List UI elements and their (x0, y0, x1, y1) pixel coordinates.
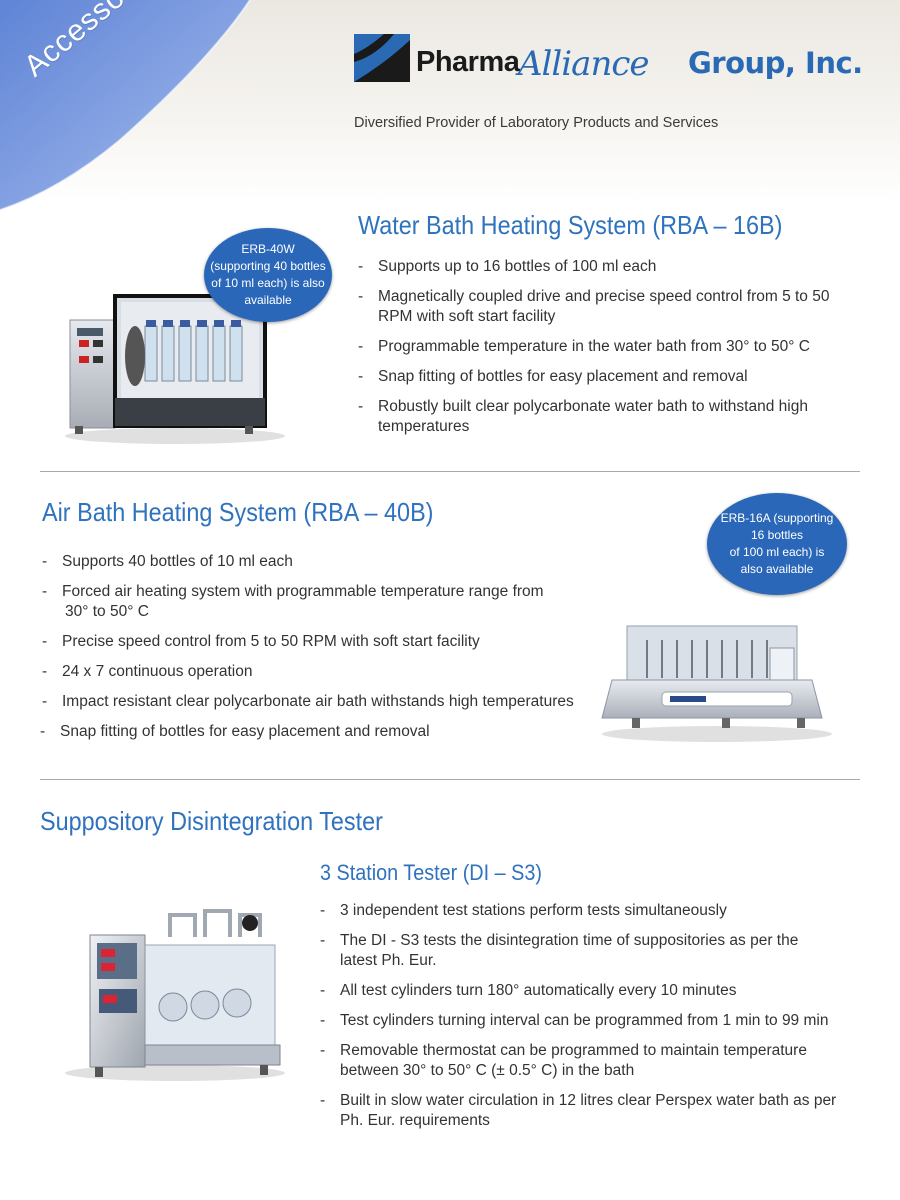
feature-text: Magnetically coupled drive and precise speed control from 5 to 50 (378, 288, 830, 305)
list-item: - 24 x 7 continuous operation (42, 663, 253, 680)
feature-text: Robustly built clear polycarbonate water bath to withstand high (378, 398, 808, 415)
list-item: - Built in slow water circulation in 12 litres clear Perspex water bath as per Ph. Eur. requirements (320, 1092, 837, 1129)
list-item: - The DI - S3 tests the disintegration time of suppositories as per the latest Ph. Eur. (320, 932, 799, 969)
feature-text: Snap fitting of bottles for easy placement and removal (378, 368, 748, 385)
list-item: - Removable thermostat can be programmed to maintain temperature between 30° to 50° C (± 0.5° C) in the bath (320, 1042, 807, 1079)
badge-line: 16 bottles (750, 528, 804, 542)
suppository-features (320, 901, 880, 1141)
erb-16a-badge (707, 493, 847, 595)
section-divider (40, 779, 860, 780)
feature-text: Ph. Eur. requirements (340, 1112, 490, 1129)
list-item: - Test cylinders turning interval can be programmed from 1 min to 99 min (320, 1012, 829, 1029)
list-item: - Snap fitting of bottles for easy placement and removal (40, 723, 430, 740)
water-bath-features (358, 257, 858, 447)
feature-text: 24 x 7 continuous operation (62, 663, 253, 680)
list-item: - All test cylinders turn 180° automatically every 10 minutes (320, 982, 737, 999)
feature-text: temperatures (378, 418, 470, 435)
badge-line: ERB-40W (241, 242, 295, 256)
feature-text: Removable thermostat can be programmed to maintain temperature (340, 1042, 807, 1059)
badge-line: ERB-16A (supporting (720, 511, 834, 525)
feature-text: between 30° to 50° C (± 0.5° C) in the bath (340, 1062, 635, 1079)
list-item: - Robustly built clear polycarbonate water bath to withstand high temperatures (358, 398, 808, 435)
badge-line: available (244, 293, 292, 307)
erb-40w-badge (204, 228, 332, 322)
section-divider (40, 471, 860, 472)
list-item: - Impact resistant clear polycarbonate air bath withstands high temperatures (42, 693, 574, 710)
feature-text: The DI - S3 tests the disintegration time of suppositories as per the (340, 932, 799, 949)
list-item: - Supports 40 bottles of 10 ml each (42, 553, 293, 570)
list-item: - Precise speed control from 5 to 50 RPM with soft start facility (42, 633, 480, 650)
suppository-title: Suppository Disintegration Tester (40, 806, 383, 836)
list-item: - Forced air heating system with programmable temperature range from 30° to 50° C (42, 583, 544, 620)
suppository-subtitle: 3 Station Tester (DI – S3) (320, 860, 542, 885)
ribbon-shape (0, 0, 260, 210)
air-bath-features (42, 552, 602, 752)
air-bath-product-image (592, 618, 832, 748)
suppository-tester-product-image (55, 895, 295, 1085)
feature-text: Forced air heating system with programmable temperature range from (62, 583, 544, 600)
badge-line: of 10 ml each) is also (211, 276, 325, 290)
feature-text: Programmable temperature in the water bath from 30° to 50° C (378, 338, 810, 355)
list-item: - 3 independent test stations perform tests simultaneously (320, 902, 727, 919)
feature-text: Precise speed control from 5 to 50 RPM with soft start facility (62, 633, 480, 650)
feature-text: Impact resistant clear polycarbonate air bath withstands high temperatures (62, 693, 574, 710)
accessories-ribbon (0, 0, 260, 210)
feature-text: Built in slow water circulation in 12 litres clear Perspex water bath as per (340, 1092, 837, 1109)
badge-line: (supporting 40 bottles (210, 259, 326, 273)
logo-group: Group, Inc. (688, 46, 863, 80)
water-bath-title: Water Bath Heating System (RBA – 16B) (358, 210, 783, 240)
feature-text: Supports 40 bottles of 10 ml each (62, 553, 293, 570)
air-bath-title: Air Bath Heating System (RBA – 40B) (42, 497, 434, 527)
tagline: Diversified Provider of Laboratory Products and Services (354, 115, 719, 131)
feature-text: Supports up to 16 bottles of 100 ml each (378, 258, 657, 275)
list-item: - Programmable temperature in the water bath from 30° to 50° C (358, 338, 810, 355)
feature-text: All test cylinders turn 180° automatically every 10 minutes (340, 982, 737, 999)
list-item: - Snap fitting of bottles for easy placement and removal (358, 368, 748, 385)
list-item: - Supports up to 16 bottles of 100 ml each (358, 258, 657, 275)
logo-alliance: Alliance (518, 44, 649, 84)
list-item: - Magnetically coupled drive and precise speed control from 5 to 50 RPM with soft start facility (358, 288, 830, 325)
badge-line: also available (740, 562, 814, 576)
feature-text: 30° to 50° C (65, 603, 149, 620)
company-logo (354, 34, 874, 104)
logo-pharma: Pharma (416, 46, 520, 78)
feature-text: latest Ph. Eur. (340, 952, 437, 969)
feature-text: 3 independent test stations perform tests simultaneously (340, 902, 727, 919)
feature-text: Snap fitting of bottles for easy placement and removal (60, 723, 430, 740)
feature-text: Test cylinders turning interval can be programmed from 1 min to 99 min (340, 1012, 829, 1029)
feature-text: RPM with soft start facility (378, 308, 556, 325)
logo-mark-icon (354, 34, 410, 82)
badge-line: of 100 ml each) is (729, 545, 825, 559)
